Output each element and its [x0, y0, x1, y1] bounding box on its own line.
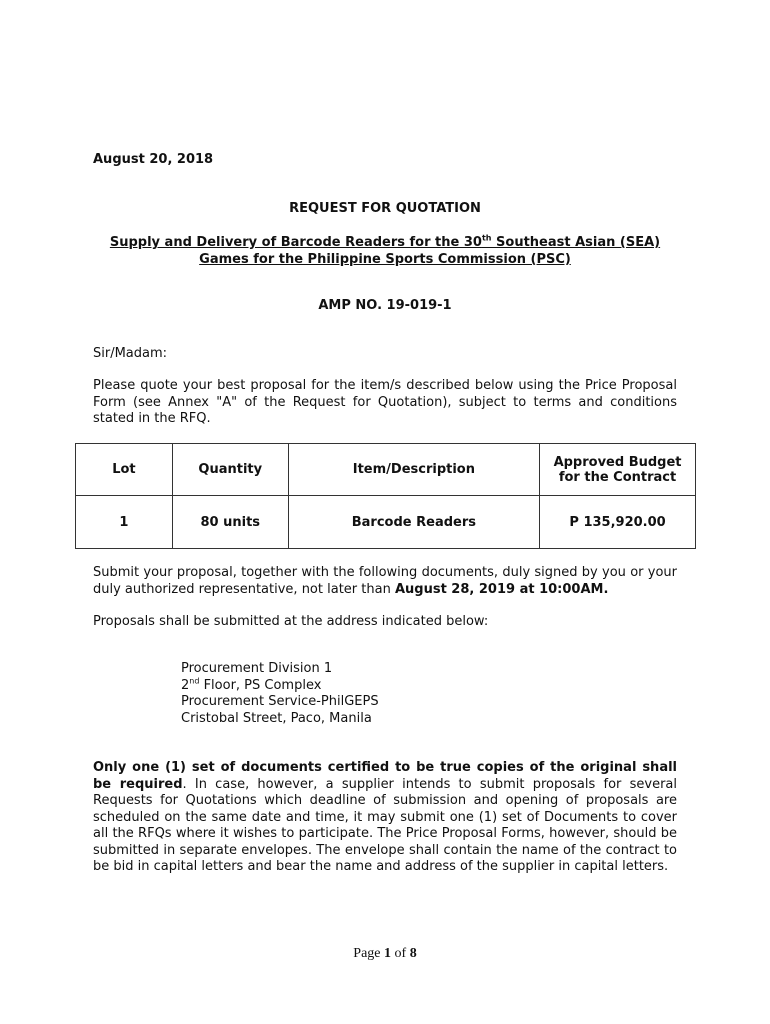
table-header-row — [76, 444, 696, 496]
intro-paragraph: Please quote your best proposal for the item/s described below using the Price Proposal Form (see Annex "A" of the Request for Quotation), subject to terms and conditions stated in the RFQ. — [93, 378, 677, 426]
cell-budget: P 135,920.00 — [540, 496, 696, 549]
address-line4: Cristobal Street, Paco, Manila — [181, 710, 372, 726]
notice-rest: . In case, however, a supplier intends to submit proposals for several Requests for Quotations which deadline of submission and opening of proposals are scheduled on the same date and time, it may submit one (1) set of Documents to cover all the RFQs where it wishes to participate. The Price Proposal Forms, however, should be submitted in separate envelopes. The envelope shall contain the name of the contract to be bid in capital letters and bear the name and address of the supplier in capital letters. — [93, 776, 677, 874]
subject-line2: Games for the Philippine Sports Commission (PSC) — [199, 252, 571, 267]
header-item-description: Item/Description — [288, 444, 539, 496]
document-title: REQUEST FOR QUOTATION — [289, 201, 481, 216]
header-budget-line1: Approved Budget — [553, 454, 682, 470]
address-line3: Procurement Service-PhilGEPS — [181, 694, 379, 709]
document-date: August 20, 2018 — [93, 152, 214, 167]
cell-item: Barcode Readers — [288, 496, 539, 549]
submission-paragraph — [93, 565, 677, 598]
header-quantity: Quantity — [172, 444, 288, 496]
footer-of-label: of — [391, 946, 410, 961]
subject-superscript: th — [481, 233, 492, 243]
subject-part2: Southeast Asian (SEA) — [491, 235, 661, 250]
address-floor-number: 2 — [181, 677, 190, 693]
header-budget-line2: for the Contract — [558, 469, 677, 485]
notice-bold: Only one (1) set of documents certified to be true copies of the original shall be required — [93, 760, 677, 792]
table-row — [76, 496, 696, 549]
amp-number: AMP NO. 19-019-1 — [318, 298, 452, 313]
address-floor-suffix: nd — [189, 676, 200, 686]
notice-paragraph — [93, 760, 677, 876]
subject-part1: Supply and Delivery of Barcode Readers for the 30 — [109, 235, 482, 250]
footer-total-pages: 8 — [409, 946, 417, 961]
page-footer — [0, 946, 770, 962]
address-line2 — [181, 678, 379, 695]
submission-address — [181, 661, 379, 727]
submission-text: Submit your proposal, together with the following documents, duly signed by you or your duly authorized representative, not later than — [93, 565, 677, 597]
footer-page-number: 1 — [384, 946, 392, 961]
submission-deadline: August 28, 2019 at 10:00AM. — [394, 581, 609, 597]
address-line1: Procurement Division 1 — [181, 661, 333, 676]
document-subject — [100, 234, 670, 268]
cell-lot: 1 — [76, 496, 173, 549]
proposals-line: Proposals shall be submitted at the address indicated below: — [93, 614, 489, 629]
footer-page-label: Page — [353, 946, 385, 961]
quotation-table — [75, 443, 696, 549]
address-floor-rest: Floor, PS Complex — [199, 677, 322, 693]
header-approved-budget — [540, 444, 696, 496]
header-lot: Lot — [76, 444, 173, 496]
cell-quantity: 80 units — [172, 496, 288, 549]
salutation: Sir/Madam: — [93, 346, 168, 361]
